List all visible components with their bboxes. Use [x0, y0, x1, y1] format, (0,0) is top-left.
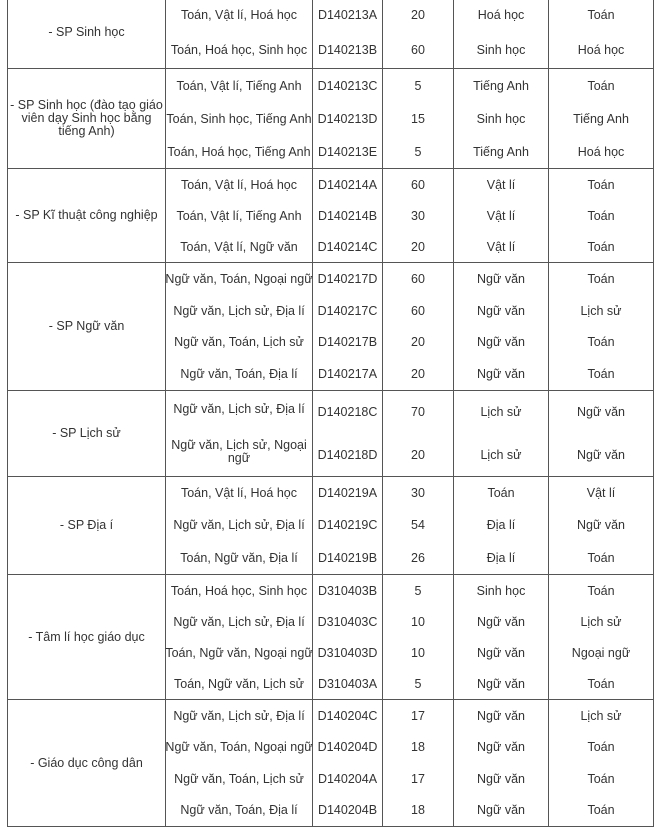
program-code: D140214C	[317, 239, 378, 254]
program-code: D140204D	[317, 740, 378, 755]
quota-value: 20	[411, 367, 425, 382]
second-subject: Toán	[587, 208, 615, 223]
subject-combination: Ngữ văn, Lịch sử, Ngoại ngữ	[171, 437, 307, 465]
table-row	[8, 169, 654, 263]
main-subject: Địa lí	[486, 518, 516, 533]
second-subject: Toán	[587, 583, 615, 598]
quota-value: 5	[414, 144, 422, 159]
quota-value: 54	[411, 518, 425, 533]
main-subject: Ngữ văn	[477, 367, 525, 382]
second-subject: Toán	[587, 367, 615, 382]
second-subject: Lịch sử	[580, 303, 622, 318]
major-name: - SP Kĩ thuật công nghiệp	[15, 208, 158, 222]
program-code: D140213E	[317, 144, 378, 159]
program-code: D140219A	[317, 486, 378, 501]
quota-value: 5	[414, 78, 422, 93]
major-cell	[8, 263, 166, 391]
subject-combination: Ngữ văn, Lịch sử, Địa lí	[173, 303, 305, 318]
program-code: D140214A	[317, 177, 378, 192]
quota-value: 30	[411, 208, 425, 223]
second-subject: Toán	[587, 7, 615, 22]
second-subject-cell	[549, 391, 654, 477]
main-subject: Lịch sử	[480, 405, 522, 420]
program-code: D310403C	[317, 614, 378, 629]
second-subject-cell	[549, 700, 654, 827]
program-code: D310403B	[317, 583, 378, 598]
quota-value: 5	[414, 583, 422, 598]
program-code: D140219B	[317, 550, 378, 565]
quota-value: 20	[411, 447, 425, 462]
subject-combination-cell	[166, 69, 313, 169]
main-subject: Vật lí	[486, 208, 516, 223]
quota-value: 26	[411, 550, 425, 565]
second-subject: Toán	[587, 550, 615, 565]
program-code: D140214B	[317, 208, 378, 223]
quota-value: 5	[414, 676, 422, 691]
program-code-cell	[313, 69, 383, 169]
subject-combination-cell	[166, 263, 313, 391]
subject-combination-cell	[166, 391, 313, 477]
quota-value: 60	[411, 271, 425, 286]
second-subject: Toán	[587, 803, 615, 818]
program-code: D140204C	[317, 708, 378, 723]
program-code: D310403D	[317, 645, 378, 660]
quota-value: 20	[411, 239, 425, 254]
main-subject: Ngữ văn	[477, 303, 525, 318]
program-code: D140217B	[317, 335, 378, 350]
program-code: D140213A	[317, 7, 378, 22]
main-subject: Vật lí	[486, 239, 516, 254]
program-code: D140204B	[317, 803, 378, 818]
subject-combination: Ngữ văn, Lịch sử, Địa lí	[173, 708, 305, 723]
main-subject: Ngữ văn	[477, 771, 525, 786]
quota-value-cell	[383, 169, 454, 263]
program-code-cell	[313, 700, 383, 827]
second-subject: Tiếng Anh	[573, 111, 629, 126]
second-subject: Ngữ văn	[577, 405, 625, 420]
program-code: D310403A	[317, 676, 378, 691]
subject-combination: Toán, Hoá học, Tiếng Anh	[167, 144, 311, 159]
subject-combination-cell	[166, 0, 313, 69]
program-code-cell	[313, 391, 383, 477]
subject-combination-cell	[166, 477, 313, 575]
second-subject: Toán	[587, 676, 615, 691]
main-subject: Sinh học	[476, 583, 526, 598]
major-name: - SP Lịch sử	[52, 426, 121, 440]
major-cell	[8, 391, 166, 477]
second-subject: Toán	[587, 271, 615, 286]
main-subject: Hoá học	[477, 7, 525, 22]
main-subject: Lịch sử	[480, 447, 522, 462]
quota-value: 17	[411, 771, 425, 786]
main-subject-cell	[454, 477, 549, 575]
program-code: D140218C	[317, 405, 378, 420]
subject-combination: Toán, Hoá học, Sinh học	[170, 43, 308, 58]
second-subject: Toán	[587, 771, 615, 786]
main-subject: Ngữ văn	[477, 708, 525, 723]
quota-value-cell	[383, 69, 454, 169]
quota-value: 20	[411, 335, 425, 350]
program-code-cell	[313, 575, 383, 700]
main-subject: Ngữ văn	[477, 271, 525, 286]
quota-value-cell	[383, 575, 454, 700]
second-subject-cell	[549, 0, 654, 69]
main-subject-cell	[454, 700, 549, 827]
subject-combination: Toán, Vật lí, Hoá học	[180, 177, 298, 192]
program-code: D140213D	[317, 111, 378, 126]
admissions-table	[7, 0, 654, 827]
program-code: D140204A	[317, 771, 378, 786]
second-subject-cell	[549, 169, 654, 263]
main-subject: Ngữ văn	[477, 614, 525, 629]
subject-combination: Toán, Hoá học, Sinh học	[170, 583, 308, 598]
second-subject: Ngoại ngữ	[571, 645, 631, 660]
main-subject: Ngữ văn	[477, 740, 525, 755]
program-code: D140213B	[317, 43, 378, 58]
subject-combination: Toán, Ngữ văn, Địa lí	[180, 550, 298, 565]
second-subject: Toán	[587, 78, 615, 93]
second-subject-cell	[549, 263, 654, 391]
quota-value: 70	[411, 405, 425, 420]
program-code-cell	[313, 169, 383, 263]
main-subject: Ngữ văn	[477, 335, 525, 350]
second-subject: Toán	[587, 177, 615, 192]
subject-combination: Toán, Sinh học, Tiếng Anh	[166, 111, 312, 126]
subject-combination: Ngữ văn, Toán, Lịch sử	[174, 335, 304, 350]
subject-combination: Ngữ văn, Toán, Ngoại ngữ	[165, 271, 313, 286]
main-subject: Toán	[487, 486, 515, 501]
subject-combination: Ngữ văn, Toán, Ngoại ngữ	[165, 740, 313, 755]
table-row	[8, 575, 654, 700]
main-subject-cell	[454, 0, 549, 69]
subject-combination-cell	[166, 169, 313, 263]
quota-value: 17	[411, 708, 425, 723]
quota-value-cell	[383, 0, 454, 69]
table-row	[8, 0, 654, 69]
second-subject: Ngữ văn	[577, 447, 625, 462]
second-subject-cell	[549, 69, 654, 169]
program-code: D140219C	[317, 518, 378, 533]
program-code: D140217C	[317, 303, 378, 318]
second-subject: Hoá học	[577, 144, 625, 159]
program-code: D140213C	[317, 78, 378, 93]
table-row	[8, 263, 654, 391]
program-code-cell	[313, 477, 383, 575]
second-subject: Hoá học	[577, 43, 625, 58]
main-subject-cell	[454, 263, 549, 391]
quota-value-cell	[383, 263, 454, 391]
major-name: - SP Sinh học	[48, 25, 125, 39]
table-row	[8, 391, 654, 477]
subject-combination: Toán, Ngữ văn, Ngoại ngữ	[165, 645, 313, 660]
subject-combination: Ngữ văn, Lịch sử, Địa lí	[173, 402, 305, 417]
main-subject: Sinh học	[476, 111, 526, 126]
quota-value: 10	[411, 645, 425, 660]
program-code: D140217A	[317, 367, 378, 382]
quota-value: 60	[411, 43, 425, 58]
main-subject: Địa lí	[486, 550, 516, 565]
second-subject-cell	[549, 477, 654, 575]
subject-combination-cell	[166, 700, 313, 827]
major-name: - SP Địa í	[59, 518, 114, 532]
major-cell	[8, 700, 166, 827]
subject-combination-cell	[166, 575, 313, 700]
main-subject-cell	[454, 69, 549, 169]
subject-combination: Toán, Vật lí, Hoá học	[180, 7, 298, 22]
main-subject-cell	[454, 391, 549, 477]
major-name: - Giáo dục công dân	[30, 755, 143, 770]
subject-combination: Toán, Vật lí, Tiếng Anh	[176, 208, 302, 223]
major-cell	[8, 575, 166, 700]
subject-combination: Toán, Vật lí, Ngữ văn	[180, 239, 298, 254]
main-subject-cell	[454, 575, 549, 700]
subject-combination: Toán, Ngữ văn, Lịch sử	[174, 676, 304, 691]
subject-combination: Toán, Vật lí, Hoá học	[180, 486, 298, 501]
quota-value: 60	[411, 303, 425, 318]
second-subject: Toán	[587, 335, 615, 350]
program-code-cell	[313, 0, 383, 69]
subject-combination: Ngữ văn, Toán, Lịch sử	[174, 771, 304, 786]
table-row	[8, 69, 654, 169]
program-code: D140217D	[317, 271, 378, 286]
subject-combination: Ngữ văn, Lịch sử, Địa lí	[173, 614, 305, 629]
major-cell	[8, 477, 166, 575]
quota-value-cell	[383, 700, 454, 827]
quota-value-cell	[383, 477, 454, 575]
subject-combination: Ngữ văn, Lịch sử, Địa lí	[173, 518, 305, 533]
second-subject-cell	[549, 575, 654, 700]
quota-value: 18	[411, 803, 425, 818]
main-subject: Vật lí	[486, 177, 516, 192]
table-row	[8, 700, 654, 827]
main-subject: Tiếng Anh	[473, 78, 529, 93]
main-subject: Ngữ văn	[477, 645, 525, 660]
major-name: - SP Ngữ văn	[48, 319, 125, 333]
second-subject: Toán	[587, 239, 615, 254]
major-name: - Tâm lí học giáo dục	[28, 629, 145, 644]
main-subject: Ngữ văn	[477, 803, 525, 818]
second-subject: Toán	[587, 740, 615, 755]
quota-value: 15	[411, 111, 425, 126]
admissions-table-body	[8, 0, 654, 827]
second-subject: Ngữ văn	[577, 518, 625, 533]
program-code: D140218D	[317, 447, 378, 462]
major-cell	[8, 69, 166, 169]
main-subject: Sinh học	[476, 43, 526, 58]
major-cell	[8, 0, 166, 69]
quota-value: 30	[411, 486, 425, 501]
second-subject: Vật lí	[586, 486, 616, 501]
quota-value-cell	[383, 391, 454, 477]
main-subject: Tiếng Anh	[473, 144, 529, 159]
main-subject-cell	[454, 169, 549, 263]
subject-combination: Ngữ văn, Toán, Địa lí	[180, 803, 298, 818]
major-cell	[8, 169, 166, 263]
second-subject: Lịch sử	[580, 614, 622, 629]
quota-value: 60	[411, 177, 425, 192]
subject-combination: Toán, Vật lí, Tiếng Anh	[176, 78, 302, 93]
subject-combination: Ngữ văn, Toán, Địa lí	[180, 367, 298, 382]
quota-value: 18	[411, 740, 425, 755]
main-subject: Ngữ văn	[477, 676, 525, 691]
quota-value: 10	[411, 614, 425, 629]
major-name: - SP Sinh học (đào tạo giáo viên dạy Sinh học bằng tiếng Anh)	[10, 98, 163, 138]
admissions-table-wrapper	[7, 0, 653, 827]
program-code-cell	[313, 263, 383, 391]
second-subject: Lịch sử	[580, 708, 622, 723]
quota-value: 20	[411, 7, 425, 22]
table-row	[8, 477, 654, 575]
